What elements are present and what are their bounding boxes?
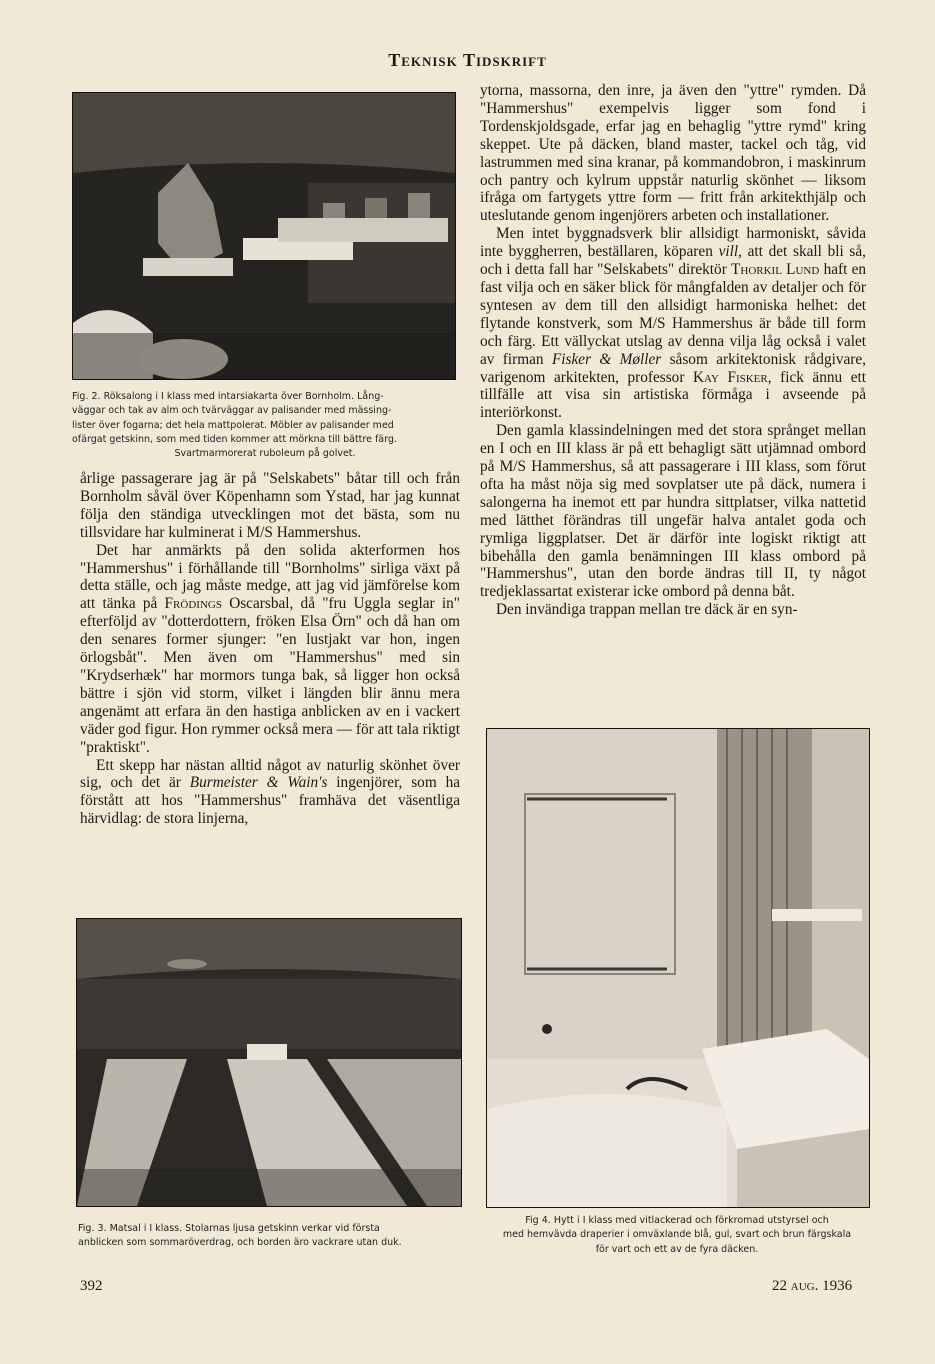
fisker-moller-name: Fisker & Møller: [551, 350, 662, 368]
right-paragraph-3: Den gamla klassindelningen med det stora språnget mellan en I och en III klass är på ett behagligt sätt utjämnad ombord på M/S Hammershus, så att passagerare i III klass, som förut ofta ha måst nöja sig med sovplatser ute på däck, numera i salongerna ha inemot ett par hundra sittplatser, vilka nattetid med lätthet förändras till ungefär halva antalet goda och rymliga liggplatser. Det är därför inte logiskt riktigt att bibehålla den gamla benämningen III klass ombord på "Hammershus", utan den borde ändras till II, ty något tredjeklassartat existerar icke ombord på denna båt.: [480, 422, 866, 601]
fig4-illustration: [487, 729, 869, 1207]
fig4-caption-line2: med hemvävda draperier i omväxlande blå, gul, svart och brun färgskala: [502, 1229, 852, 1241]
right-paragraph-4: Den invändiga trappan mellan tre däck är en syn-: [496, 601, 798, 619]
fig2-caption-line2: väggar och tak av alm och tvärväggar av palisander med mässing-: [72, 405, 392, 417]
left-p3-text-b: ingenjörer, som ha förstått att hos "Hammershus" framhäva det väsentliga härvidlag: de stora linjerna,: [80, 774, 461, 828]
right-text-column: [480, 82, 866, 619]
fig2-illustration: [73, 93, 455, 379]
burmeister-wain-name: Burmeister & Wain's: [189, 774, 328, 792]
vill-emphasis: vill,: [718, 243, 742, 261]
froding-name: Frödings: [164, 595, 222, 613]
fig2-label: Fig. 2.: [72, 391, 101, 402]
right-p2-text-c: haft en fast vilja och en säker blick för mångfalden av detaljer och för syntesen av dem till den allsidigt harmoniska helhet: det flytande konstverk, som M/S Hammershus är både till form och färg. Ett vällyckat utslag av denna vilja låg också i valet av firman: [480, 261, 867, 368]
right-p2-text-d: såsom arkitektonisk rådgivare, varigenom arkitekten, professor: [480, 350, 866, 386]
left-p3-text-a: Ett skepp har nästan alltid något av naturlig skönhet över sig, och det är: [80, 756, 460, 792]
fig2-caption-line5: Svartmarmorerat ruboleum på golvet.: [174, 448, 356, 459]
director-name: Thorkil Lund: [731, 261, 820, 279]
fig3-illustration: [77, 919, 461, 1206]
right-paragraph-2: [480, 225, 866, 422]
fig2-caption-line1: Röksalong i I klass med intarsiakarta över Bornholm. Lång-: [103, 391, 384, 402]
architect-name: Kay Fisker: [692, 368, 768, 386]
fig4-caption-line3: för vart och ett av de fyra däcken.: [595, 1243, 759, 1255]
fig2-photo-smoking-salon: [72, 92, 456, 380]
running-header: Teknisk Tidskrift: [388, 50, 547, 70]
left-paragraph-2: [80, 542, 460, 757]
left-p2-text-b: Oscarsbal, då "fru Uggla seglar in" efterföljd av "dotterdottern, fröken Elsa Örn" och då han om den senares former sjunger: "en lustjakt var hon, ingen örlogsbåt". Men även om "Hammershus" med sin "Krydserhæk" har mormors tunga bak, så ligger hon också bättre i sjön vid storm, vilket i längden blir ännu mera angenämt att erfara än den hastiga anblicken av en i vackert väder god figur. Hon rymmer också mera — för att tala riktigt "praktiskt".: [80, 595, 461, 756]
left-p2-text-a: Det har anmärkts på den solida akterformen hos "Hammershus" i förhållande till "Bornholms" sirliga växt på detta ställe, och jag måste medge, att jag vid jämförelse kom att tänka på: [80, 541, 460, 613]
right-p2-text-e: , fick ännu ett tillfälle att visa sin artistiska förmåga i avseende på interiörkonst.: [480, 368, 867, 422]
right-p2-text-a: Men intet byggnadsverk blir allsidigt harmoniskt, såvida inte byggherren, beställaren, köparen: [480, 225, 866, 261]
right-paragraph-1: ytorna, massorna, den inre, ja även den "yttre" rymden. Då "Hammershus" exempelvis ligger som fond i Tordenskjoldsgade, erfar jag en behaglig "yttre rymd" kring skeppet. Ute på däcken, bland master, tackel och tåg, vid lastrummen med sina kranar, på kommandobron, i maskinrum och pantry och kylrum uppstår naturlig skönhet — liksom ifråga om fartygets yttre form — fritt från arkitekthjälp och uteslutande genom ingenjörers arbeten och installationer.: [480, 82, 866, 225]
left-paragraph-1: årlige passagerare jag är på "Selskabets" båtar till och från Bornholm såväl över Köpenhamn som Ystad, har jag kunnat följa den ständiga utvecklingen mot det bästa, som nu tillsvidare har kulminerat i M/S Hammershus.: [80, 470, 460, 541]
issue-date: 22 aug. 1936: [772, 1278, 853, 1294]
fig3-label: Fig. 3.: [78, 1223, 107, 1234]
fig2-caption: [72, 390, 458, 461]
right-p2-text-b: att det skall bli så, och i detta fall har "Selskabets" direktör: [480, 243, 866, 279]
fig3-caption-line2: anblicken som sommaröverdrag, och borden äro vackrare utan duk.: [78, 1237, 402, 1249]
page-number: 392: [80, 1278, 103, 1294]
fig3-caption-line1: Matsal i I klass. Stolarnas ljusa getskinn verkar vid första: [109, 1223, 380, 1234]
fig4-label: Fig 4.: [525, 1215, 551, 1226]
left-paragraph-3: [80, 757, 460, 829]
fig3-caption: [78, 1222, 464, 1251]
fig4-photo-cabin: [486, 728, 870, 1208]
fig4-caption: [482, 1214, 872, 1257]
fig4-caption-line1: Hytt i I klass med vitlackerad och förkromad utstyrsel och: [553, 1215, 829, 1226]
fig2-caption-line3: lister över fogarna; det hela mattpolerat. Möbler av palisander med: [72, 419, 394, 431]
fig3-photo-dining-saloon: [76, 918, 462, 1207]
fig2-caption-line4: ofärgat getskinn, som med tiden kommer att mörkna till bättre färg.: [72, 433, 397, 445]
left-text-column: [80, 470, 460, 828]
